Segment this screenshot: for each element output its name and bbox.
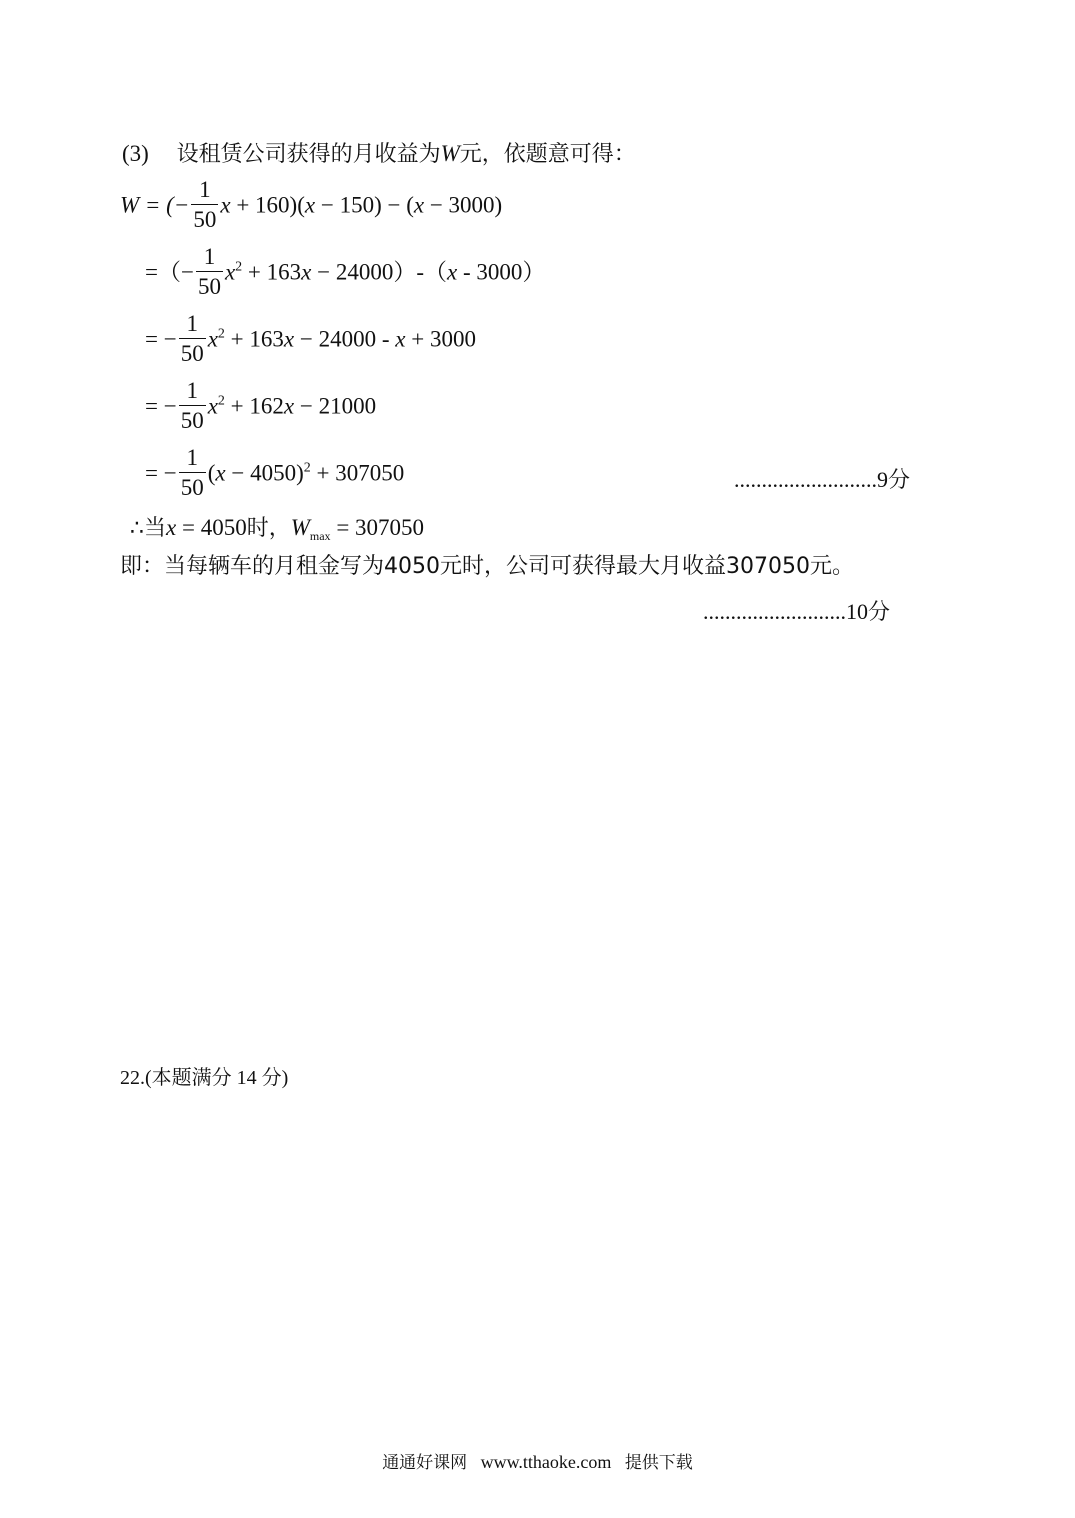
conclusion-therefore: ∴当: [130, 516, 166, 541]
footer-site-name: 通通好课网: [382, 1453, 468, 1473]
equation-3: [145, 311, 476, 368]
conclusion-x: x: [166, 515, 177, 540]
eq3-x3: x: [395, 326, 406, 352]
eq2-x2: x: [301, 259, 312, 285]
eq3-x2: x: [283, 326, 295, 352]
eq1-x: x: [220, 192, 231, 218]
conclusion-eq: = 4050: [176, 515, 247, 540]
eq3-numerator: 1: [179, 312, 206, 339]
eq5-exponent: 2: [303, 460, 311, 476]
eq2-fraction: [196, 245, 223, 299]
eq3-denominator: 50: [180, 341, 204, 367]
eq4-numerator: 1: [179, 379, 206, 406]
eq4-x2: x: [283, 393, 295, 419]
eq5-numerator: 1: [179, 446, 206, 473]
eq2-numerator: 1: [196, 245, 223, 272]
part3-intro-text-b: 元，依题意可得：: [459, 142, 636, 167]
eq3-pre: = −: [145, 326, 177, 352]
eq3-x: x: [207, 326, 218, 352]
answer-text: 即：当每辆车的月租金写为4050元时，公司可获得最大月收益307050元。: [120, 554, 854, 579]
eq1-numerator: 1: [191, 178, 218, 205]
eq1-denominator: 50: [193, 207, 217, 233]
equation-5: [145, 445, 405, 502]
question-22-heading: [120, 1068, 288, 1088]
eq4-pre: = −: [145, 393, 177, 419]
eq2-part-c: - 3000）: [457, 259, 546, 285]
eq5-part-b: − 4050): [225, 460, 304, 486]
eq3-fraction: [179, 312, 206, 366]
eq2-denominator: 50: [197, 274, 221, 300]
conclusion-val: = 307050: [330, 515, 425, 540]
eq4-exponent: 2: [217, 393, 225, 409]
eq3-part-c: + 3000: [405, 326, 476, 352]
conclusion-sub: max: [309, 529, 331, 543]
eq2-exponent: 2: [235, 259, 243, 275]
part3-intro-var: W: [440, 141, 460, 166]
eq1-fraction: [191, 178, 218, 232]
eq1-part-c: − 3000): [424, 192, 503, 218]
eq1-part-a: + 160)(: [230, 192, 305, 218]
conclusion-when: 时，: [246, 516, 291, 541]
eq3-part-b: − 24000 -: [294, 326, 396, 352]
part3-label: (3): [122, 141, 149, 166]
eq2-part-a: + 163: [242, 259, 302, 285]
eq4-fraction: [179, 379, 206, 433]
equation-1: [120, 177, 503, 234]
eq5-fraction: [179, 446, 206, 500]
footer-suffix: 提供下载: [624, 1453, 693, 1473]
eq4-part-b: − 21000: [294, 393, 377, 419]
conclusion-w: W: [290, 515, 310, 540]
eq4-x: x: [207, 393, 218, 419]
eq5-pre: = −: [145, 460, 177, 486]
eq5-part-a: (: [207, 460, 216, 486]
eq2-part-b: − 24000）-（: [311, 259, 448, 285]
eq2-x3: x: [447, 259, 458, 285]
page-footer: [0, 1448, 1075, 1473]
part3-intro-text-a: 设租赁公司获得的月收益为: [176, 142, 441, 167]
eq4-denominator: 50: [180, 408, 204, 434]
eq5-x: x: [215, 460, 226, 486]
eq1-lhs: W = (−: [120, 192, 190, 218]
eq5-denominator: 50: [180, 475, 204, 501]
question-22-text: 22.(本题满分 14 分): [120, 1067, 289, 1089]
eq5-part-c: + 307050: [310, 460, 405, 486]
part3-intro: [122, 142, 636, 166]
eq4-part-a: + 162: [224, 393, 284, 419]
eq3-exponent: 2: [217, 326, 225, 342]
score-9: ..........................9分: [734, 467, 911, 492]
conclusion: [130, 515, 425, 543]
eq1-x3: x: [413, 192, 425, 218]
eq2-x: x: [224, 259, 236, 285]
eq1-x2: x: [304, 192, 316, 218]
eq2-pre: =（−: [145, 259, 194, 285]
equation-2: [145, 244, 546, 301]
eq3-part-a: + 163: [224, 326, 284, 352]
eq1-part-b: − 150) − (: [315, 192, 414, 218]
equation-4: [145, 378, 377, 435]
footer-url[interactable]: www.tthaoke.com: [480, 1452, 612, 1472]
score-10: ..........................10分: [703, 599, 891, 624]
